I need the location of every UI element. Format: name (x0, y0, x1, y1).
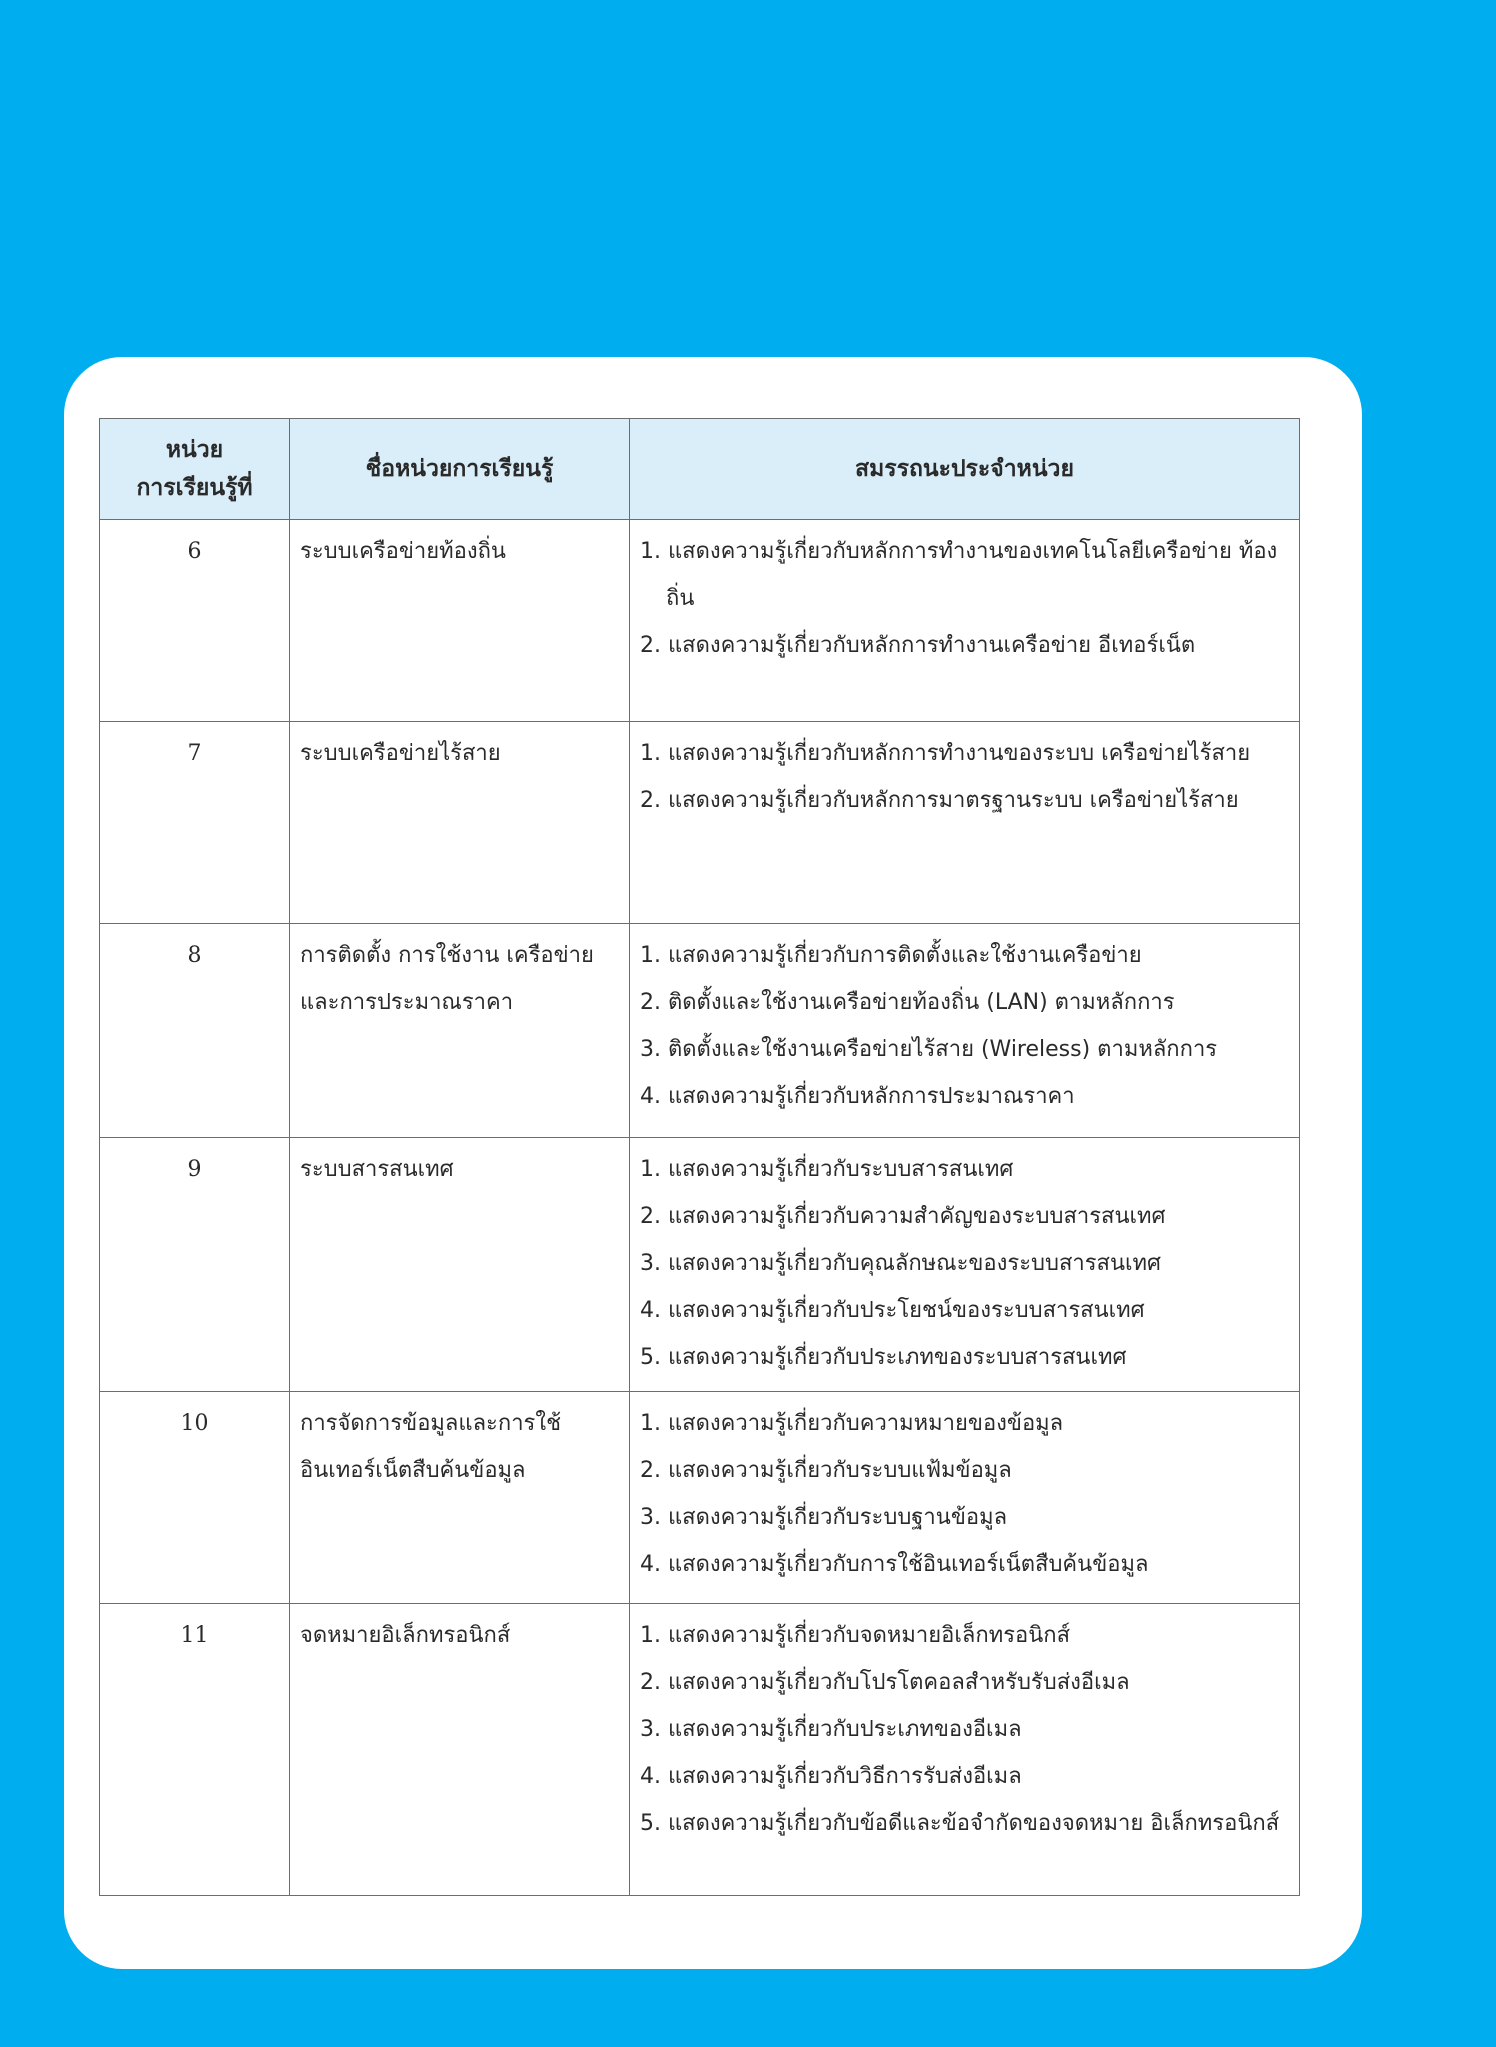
table-row (100, 520, 1300, 722)
header-unit-number: หน่วย การเรียนรู้ที่ (100, 419, 290, 520)
unit-competencies (630, 1604, 1300, 1896)
competency-table (99, 418, 1300, 1896)
competency-item: 3. ติดตั้งและใช้งานเครือข่ายไร้สาย (Wireless) ตามหลักการ (640, 1037, 1218, 1062)
competency-item: 5. แสดงความรู้เกี่ยวกับประเภทของระบบสารสนเทศ (640, 1345, 1127, 1370)
competency-item: 1. แสดงความรู้เกี่ยวกับความหมายของข้อมูล (640, 1411, 1064, 1436)
table-row (100, 924, 1300, 1138)
unit-number: 9 (100, 1138, 290, 1392)
competency-item: 2. ติดตั้งและใช้งานเครือข่ายท้องถิ่น (LAN) ตามหลักการ (640, 990, 1175, 1015)
unit-number: 11 (100, 1604, 290, 1896)
unit-name: ระบบเครือข่ายไร้สาย (290, 722, 630, 924)
table-row (100, 722, 1300, 924)
unit-number: 10 (100, 1392, 290, 1604)
competency-item: 1. แสดงความรู้เกี่ยวกับจดหมายอิเล็กทรอนิกส์ (640, 1623, 1071, 1648)
header-unit-name: ชื่อหน่วยการเรียนรู้ (290, 419, 630, 520)
unit-competencies (630, 520, 1300, 722)
competency-item: 2. แสดงความรู้เกี่ยวกับโปรโตคอลสำหรับรับส่งอีเมล (640, 1670, 1130, 1695)
competency-item: 5. แสดงความรู้เกี่ยวกับข้อดีและข้อจำกัดของจดหมาย อิเล็กทรอนิกส์ (640, 1811, 1280, 1836)
unit-competencies (630, 924, 1300, 1138)
unit-name: การติดตั้ง การใช้งาน เครือข่าย และการประมาณราคา (290, 924, 630, 1138)
header-competency: สมรรถนะประจำหน่วย (630, 419, 1300, 520)
competency-item: 2. แสดงความรู้เกี่ยวกับหลักการทำงานเครือข่าย อีเทอร์เน็ต (640, 633, 1196, 658)
table-row (100, 1604, 1300, 1896)
table-row (100, 1138, 1300, 1392)
table-header-row (100, 419, 1300, 520)
competency-item: 4. แสดงความรู้เกี่ยวกับประโยชน์ของระบบสารสนเทศ (640, 1298, 1145, 1323)
table-row (100, 1392, 1300, 1604)
competency-item: 2. แสดงความรู้เกี่ยวกับความสำคัญของระบบสารสนเทศ (640, 1204, 1166, 1229)
unit-number: 6 (100, 520, 290, 722)
competency-item: 4. แสดงความรู้เกี่ยวกับหลักการประมาณราคา (640, 1084, 1075, 1109)
competency-item: 4. แสดงความรู้เกี่ยวกับการใช้อินเทอร์เน็ตสืบค้นข้อมูล (640, 1552, 1149, 1577)
competency-item: 3. แสดงความรู้เกี่ยวกับระบบฐานข้อมูล (640, 1505, 1008, 1530)
competency-item: 4. แสดงความรู้เกี่ยวกับวิธีการรับส่งอีเมล (640, 1764, 1022, 1789)
competency-item: 2. แสดงความรู้เกี่ยวกับระบบแฟ้มข้อมูล (640, 1458, 1012, 1483)
competency-item: 1. แสดงความรู้เกี่ยวกับหลักการทำงานของเทคโนโลยีเครือข่าย ท้องถิ่น (640, 539, 1278, 611)
unit-name: ระบบสารสนเทศ (290, 1138, 630, 1392)
competency-item: 1. แสดงความรู้เกี่ยวกับระบบสารสนเทศ (640, 1157, 1014, 1182)
unit-name: ระบบเครือข่ายท้องถิ่น (290, 520, 630, 722)
unit-competencies (630, 1138, 1300, 1392)
competency-item: 3. แสดงความรู้เกี่ยวกับคุณลักษณะของระบบสารสนเทศ (640, 1251, 1161, 1276)
unit-number: 7 (100, 722, 290, 924)
unit-name: จดหมายอิเล็กทรอนิกส์ (290, 1604, 630, 1896)
unit-number: 8 (100, 924, 290, 1138)
unit-competencies (630, 1392, 1300, 1604)
competency-item: 1. แสดงความรู้เกี่ยวกับหลักการทำงานของระบบ เครือข่ายไร้สาย (640, 741, 1251, 766)
competency-item: 1. แสดงความรู้เกี่ยวกับการติดตั้งและใช้งานเครือข่าย (640, 943, 1142, 968)
competency-item: 2. แสดงความรู้เกี่ยวกับหลักการมาตรฐานระบบ เครือข่ายไร้สาย (640, 788, 1239, 813)
competency-item: 3. แสดงความรู้เกี่ยวกับประเภทของอีเมล (640, 1717, 1022, 1742)
unit-competencies (630, 722, 1300, 924)
unit-name: การจัดการข้อมูลและการใช้อินเทอร์เน็ตสืบค้นข้อมูล (290, 1392, 630, 1604)
